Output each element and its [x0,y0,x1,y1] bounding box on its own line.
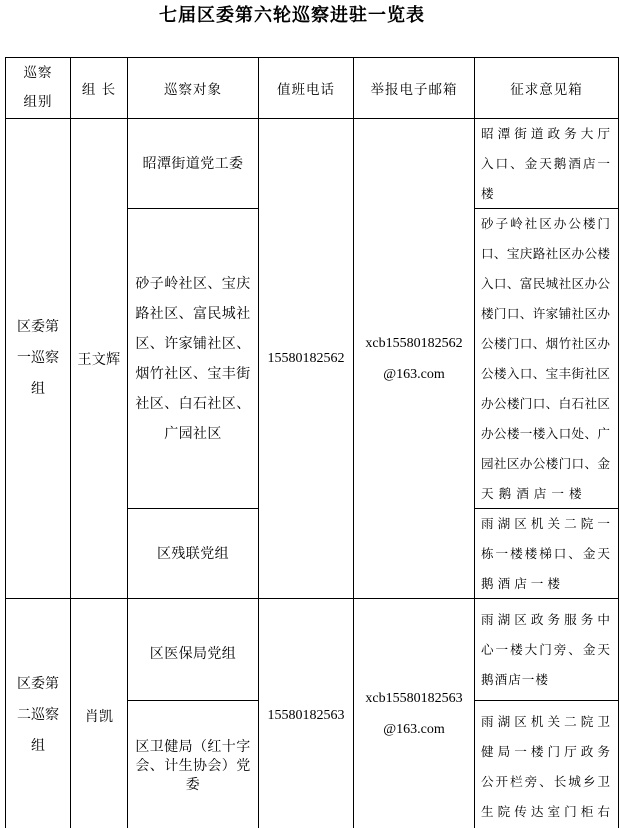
target-cell [128,119,259,209]
group-2-name [6,599,71,828]
group-name-line: 组 [31,738,45,754]
target-line: 路社区、富民城社 [135,305,251,322]
group-2-phone: 15580182563 [259,599,354,828]
mailbox-cell [475,701,619,828]
target-cell [128,509,259,599]
mailbox-line: 口、宝庆路社区办公楼 [481,245,610,261]
mailbox-line: 公开栏旁、长城乡卫 [481,773,610,789]
mailbox-cell [475,119,619,209]
mailbox-line: 健局一楼门厅政务 [481,743,610,759]
mailbox-line: 心一楼大门旁、金天 [481,641,610,657]
mailbox-line: 入口、金天鹅酒店一 [481,155,610,171]
mailbox-line: 公楼入口、宝丰街社区 [481,365,610,381]
header-mailbox: 征求意见箱 [475,58,619,119]
target-line: 委 [185,777,201,793]
inspection-table [5,57,619,828]
email-line: xcb15580182562 [365,335,463,351]
target-line: 会、计生协会）党 [135,758,251,774]
target-line: 烟竹社区、宝丰街 [135,365,251,382]
mailbox-line: 办公楼一楼入口处、广 [481,425,610,441]
group-1-name [6,119,71,599]
group-1-leader: 王文辉 [71,119,128,599]
mailbox-line: 雨湖区政务服务中 [481,611,610,627]
target-line: 砂子岭社区、宝庆 [135,275,251,292]
group-name-line: 区委第 [17,319,59,335]
target-cell [128,599,259,701]
mailbox-cell [475,209,619,509]
mailbox-line: 砂子岭社区办公楼门 [481,215,610,231]
mailbox-line: 雨湖区机关二院卫 [481,713,610,729]
mailbox-line: 鹅酒店一楼 [481,575,564,591]
header-phone: 值班电话 [259,58,354,119]
email-line: xcb15580182563 [365,690,463,706]
target-line: 区医保局党组 [149,645,237,662]
header-group-line: 组别 [23,94,53,110]
group-name-line: 一巡察 [17,350,59,366]
group-name-line: 区委第 [17,676,59,692]
mailbox-cell [475,599,619,701]
mailbox-line: 园社区办公楼门口、金 [481,455,610,471]
email-line: @163.com [383,721,445,737]
mailbox-line: 楼 [481,185,494,201]
header-group-line: 巡察 [23,65,53,81]
mailbox-line: 栋一楼楼梯口、金天 [481,545,610,561]
group-name-line: 二巡察 [17,707,59,723]
mailbox-line: 办公楼门口、白石社区 [481,395,610,411]
mailbox-line: 公楼门口、烟竹社区办 [481,335,610,351]
document-title: 七届区委第六轮巡察进驻一览表 [159,5,425,26]
group-2-email [354,599,475,828]
mailbox-line: 楼门口、许家铺社区办 [481,305,610,321]
header-leader: 组 长 [71,58,128,119]
mailbox-line: 生院传达室门柜右 [481,803,610,819]
target-line: 区残联党组 [157,545,229,562]
mailbox-line: 入口、富民城社区办公 [481,275,610,291]
target-line: 区卫健局（红十字 [135,739,251,755]
group-name-line: 组 [31,381,45,397]
mailbox-line: 昭潭街道政务大厅 [481,125,610,141]
target-line: 昭潭街道党工委 [142,155,244,172]
group-1-phone: 15580182562 [259,119,354,599]
mailbox-cell [475,509,619,599]
target-cell [128,701,259,828]
target-line: 广园社区 [164,425,222,442]
email-line: @163.com [383,366,445,382]
target-line: 区、许家铺社区、 [135,335,251,352]
header-group [6,58,71,119]
target-line: 社区、白石社区、 [135,395,251,412]
mailbox-line: 鹅酒店一楼 [481,671,549,687]
target-cell [128,209,259,509]
group-2-leader: 肖凯 [71,599,128,828]
header-target: 巡察对象 [128,58,259,119]
mailbox-line: 雨湖区机关二院一 [481,515,610,531]
mailbox-line: 天鹅酒店一楼 [481,485,587,501]
group-1-email [354,119,475,599]
header-email: 举报电子邮箱 [354,58,475,119]
